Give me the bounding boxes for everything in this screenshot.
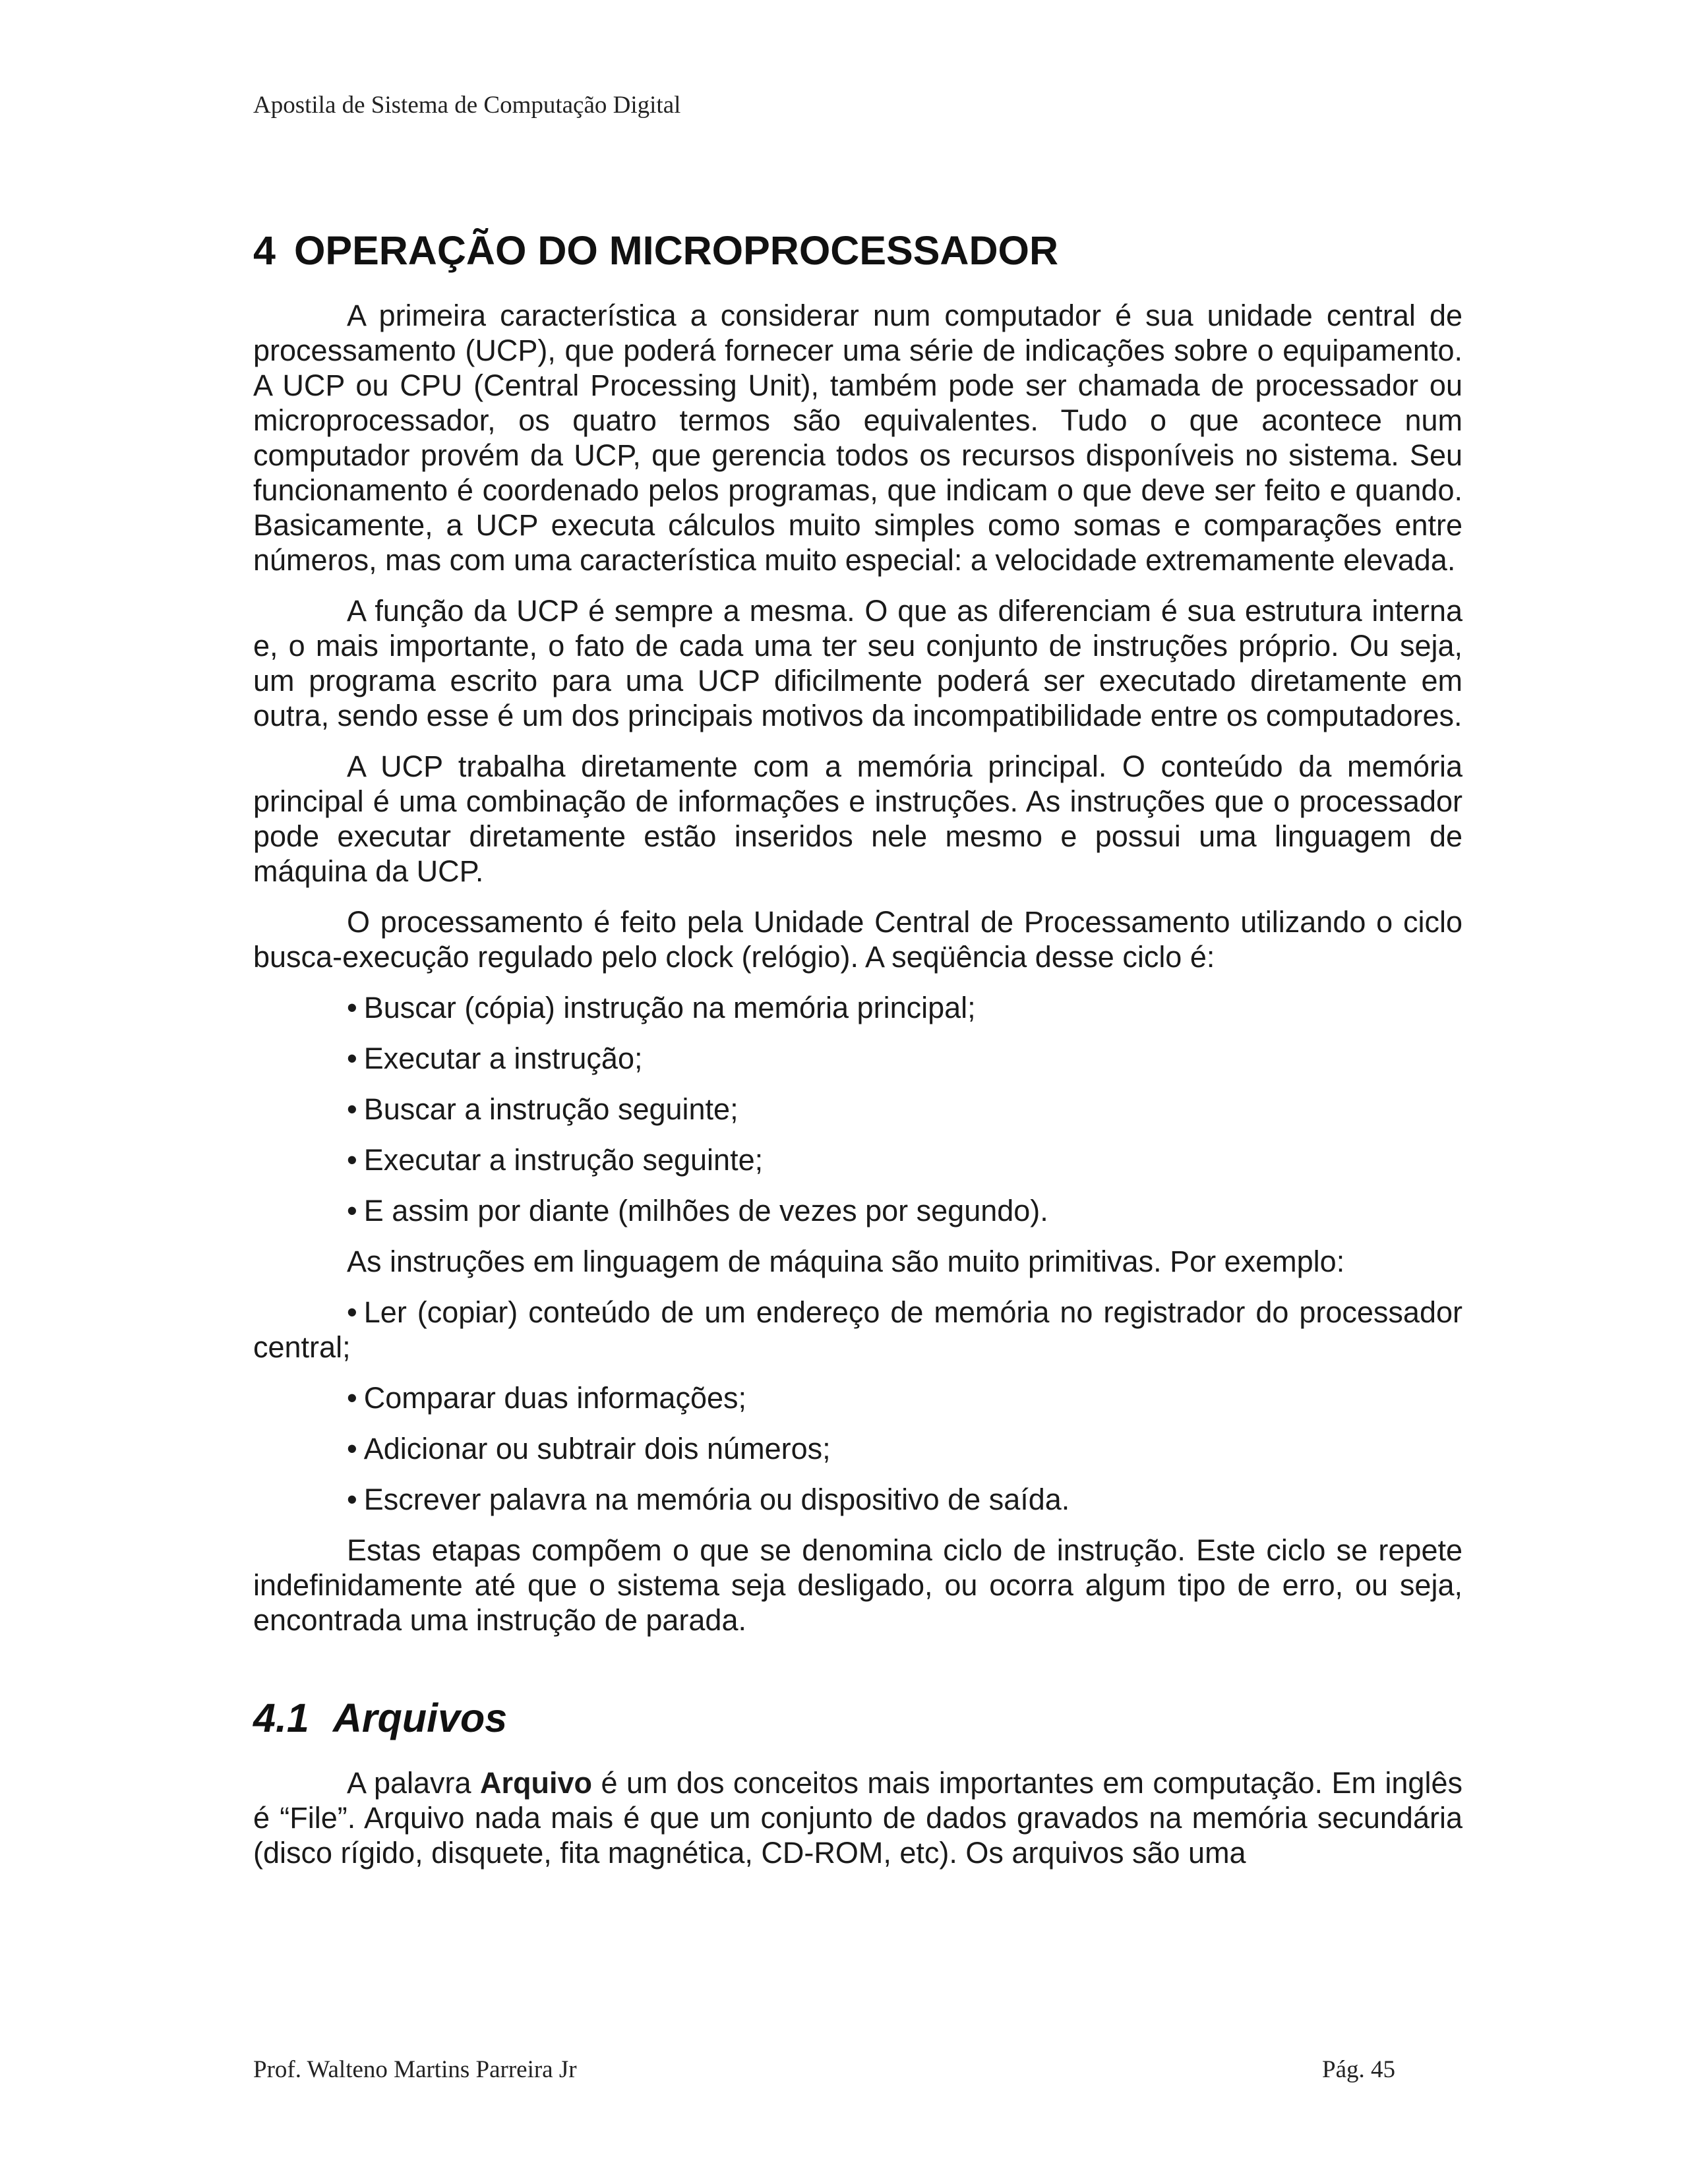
list-item xyxy=(253,1295,1462,1365)
bullet-icon: • xyxy=(347,991,357,1024)
list-item-text: Executar a instrução seguinte; xyxy=(363,1143,764,1177)
list-item-text: E assim por diante (milhões de vezes por segundo). xyxy=(363,1194,1048,1227)
running-footer xyxy=(253,2055,1395,2084)
bullet-icon: • xyxy=(347,1042,357,1075)
bullet-icon: • xyxy=(347,1143,357,1177)
paragraph-lead-text: A palavra xyxy=(347,1766,481,1800)
paragraph-instruction-cycle: Estas etapas compõem o que se denomina ciclo de instrução. Este ciclo se repete indefinidamente até que o sistema seja desligado, ou ocorra algum tipo de erro, ou seja, encontrada uma instrução de parada. xyxy=(253,1533,1462,1637)
list-item-text: Buscar (cópia) instrução na memória principal; xyxy=(363,991,976,1024)
bullet-icon: • xyxy=(347,1194,357,1227)
list-item xyxy=(253,1431,1462,1466)
bullet-icon: • xyxy=(347,1295,357,1329)
list-item xyxy=(253,1041,1462,1076)
list-item-text: Executar a instrução; xyxy=(363,1042,643,1075)
paragraph-fetch-execute: O processamento é feito pela Unidade Central de Processamento utilizando o ciclo busca-execução regulado pelo clock (relógio). A seqüência desse ciclo é: xyxy=(253,905,1462,974)
page-number: Pág. 45 xyxy=(1322,2056,1395,2083)
cycle-steps-list xyxy=(253,990,1462,1228)
bullet-icon: • xyxy=(347,1432,357,1465)
paragraph-ucp-function: A função da UCP é sempre a mesma. O que as diferenciam é sua estrutura interna e, o mais importante, o fato de cada uma ter seu conjunto de instruções próprio. Ou seja, um programa escrito para uma UCP dificilmente poderá ser executado diretamente em outra, sendo esse é um dos principais motivos da incompatibilidade entre os computadores. xyxy=(253,594,1462,732)
paragraph-ucp-intro: A primeira característica a considerar num computador é sua unidade central de processamento (UCP), que poderá fornecer uma série de indicações sobre o equipamento. A UCP ou CPU (Central Processing Unit), também pode ser chamada de processador ou microprocessador, os quatro termos são equivalentes. Tudo o que acontece num computador provém da UCP, que gerencia todos os recursos disponíveis no sistema. Seu funcionamento é coordenado pelos programas, que indicam o que deve ser feito e quando. Basicamente, a UCP executa cálculos muito simples como somas e comparações entre números, mas com uma característica muito especial: a velocidade extremamente elevada. xyxy=(253,299,1462,577)
paragraph-ucp-memory: A UCP trabalha diretamente com a memória principal. O conteúdo da memória principal é uma combinação de informações e instruções. As instruções que o processador pode executar diretamente estão inseridos nele mesmo e possui uma linguagem de máquina da UCP. xyxy=(253,750,1462,888)
section-heading xyxy=(253,1692,1462,1744)
bullet-icon: • xyxy=(347,1092,357,1126)
list-item xyxy=(253,1142,1462,1177)
chapter-heading xyxy=(253,224,1462,277)
chapter-number: 4 xyxy=(253,228,276,273)
list-item xyxy=(253,1092,1462,1127)
bold-term: Arquivo xyxy=(480,1766,593,1800)
page-content xyxy=(253,224,1462,1886)
section-title: Arquivos xyxy=(332,1696,508,1740)
list-item xyxy=(253,1482,1462,1517)
chapter-title: OPERAÇÃO DO MICROPROCESSADOR xyxy=(293,228,1059,273)
list-item-text: Buscar a instrução seguinte; xyxy=(363,1092,738,1126)
running-header: Apostila de Sistema de Computação Digital xyxy=(253,92,681,119)
list-item-text: Ler (copiar) conteúdo de um endereço de memória no registrador do processador central; xyxy=(253,1295,1462,1364)
paragraph-machine-language-intro: As instruções em linguagem de máquina são muito primitivas. Por exemplo: xyxy=(347,1245,1345,1278)
bullet-icon: • xyxy=(347,1483,357,1516)
list-item-text: Comparar duas informações; xyxy=(363,1381,747,1415)
footer-author: Prof. Walteno Martins Parreira Jr xyxy=(253,2056,577,2083)
machine-instructions-list xyxy=(253,1295,1462,1517)
list-item xyxy=(253,990,1462,1025)
paragraph-rest-text: é um dos conceitos mais importantes em computação. Em inglês é “File”. Arquivo nada mais é que um conjunto de dados gravados na memória secundária (disco rígido, disquete, fita magnética, CD-ROM, etc). Os arquivos são uma xyxy=(253,1766,1462,1870)
paragraph-arquivos xyxy=(253,1765,1462,1870)
bullet-icon: • xyxy=(347,1381,357,1415)
list-item xyxy=(253,1380,1462,1415)
list-item-text: Escrever palavra na memória ou dispositivo de saída. xyxy=(363,1483,1070,1516)
list-item-text: Adicionar ou subtrair dois números; xyxy=(363,1432,831,1465)
list-item xyxy=(253,1193,1462,1228)
section-number: 4.1 xyxy=(253,1696,309,1740)
